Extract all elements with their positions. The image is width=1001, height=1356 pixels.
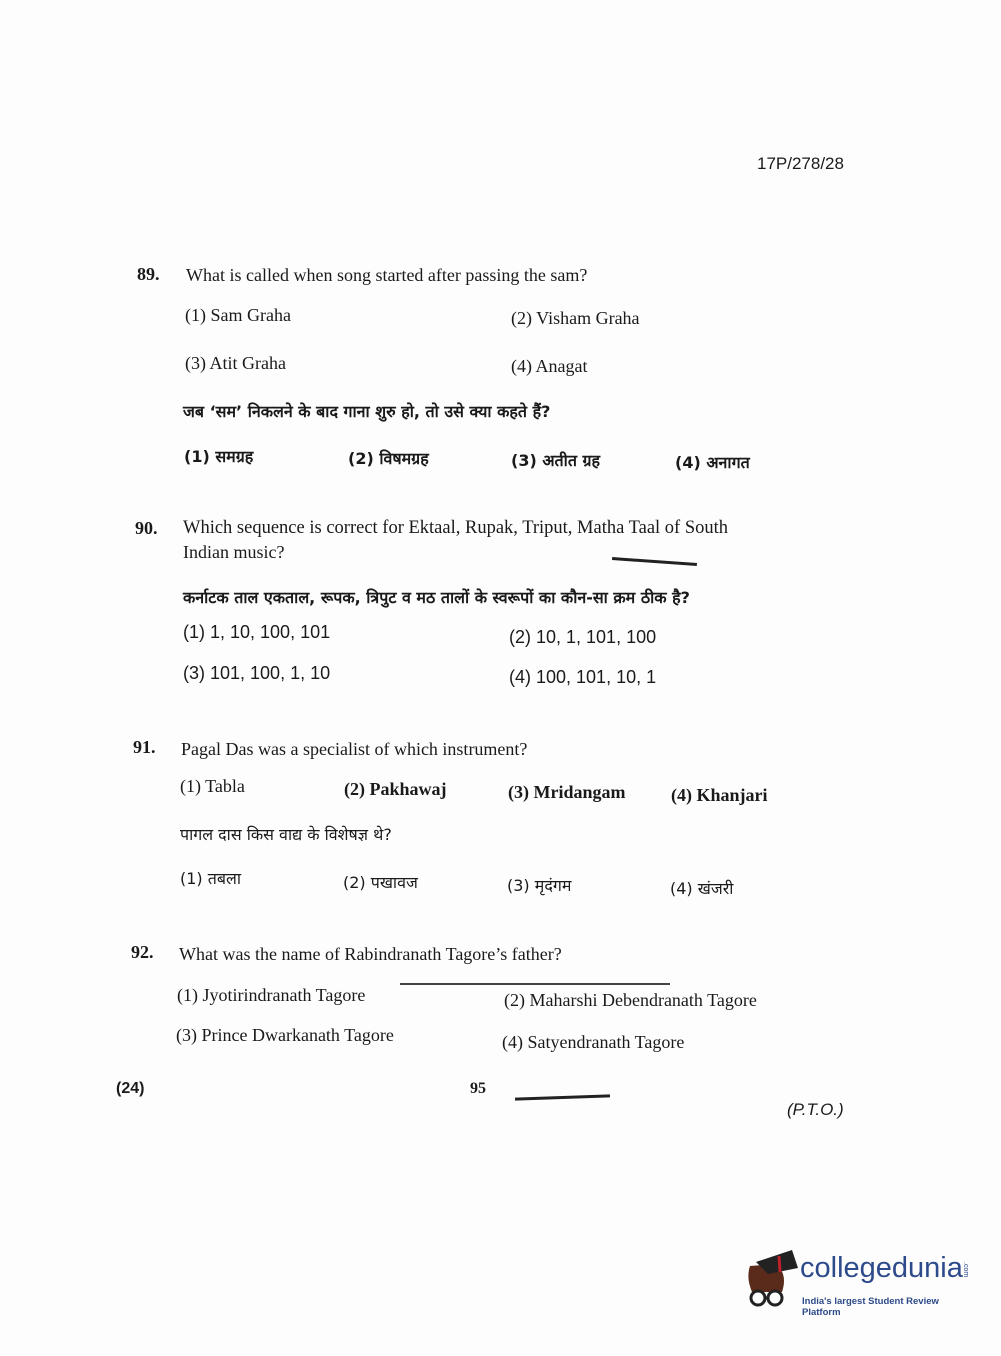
- question-text: Pagal Das was a specialist of which instrument?: [181, 739, 528, 759]
- question-text: Which sequence is correct for Ektaal, Rupak, Triput, Matha Taal of South: [183, 518, 729, 538]
- option: (3) Mridangam: [508, 782, 626, 802]
- option-hindi: (3) मृदंगम: [507, 876, 572, 895]
- scan-mark: [515, 1094, 610, 1100]
- page-number: 95: [470, 1080, 486, 1097]
- option: (4) 100, 101, 10, 1: [509, 667, 657, 687]
- option: (4) Satyendranath Tagore: [502, 1032, 685, 1052]
- option-hindi: (2) विषमग्रह: [348, 449, 429, 468]
- option: (2) 10, 1, 101, 100: [509, 627, 657, 647]
- option: (3) Prince Dwarkanath Tagore: [176, 1025, 394, 1045]
- option: (4) Anagat: [511, 356, 588, 376]
- option: (3) 101, 100, 1, 10: [183, 663, 331, 683]
- question-text: What was the name of Rabindranath Tagore’s father?: [179, 944, 562, 964]
- option: (1) Tabla: [180, 776, 245, 796]
- collegedunia-logo: [742, 1248, 977, 1318]
- question-number: 89.: [137, 264, 160, 284]
- option: (2) Maharshi Debendranath Tagore: [504, 990, 757, 1010]
- option: (4) Khanjari: [671, 785, 768, 805]
- brand-name: collegedunia: [800, 1252, 963, 1284]
- option: (1) Sam Graha: [185, 305, 291, 325]
- brand-tagline: India's largest Student Review Platform: [802, 1296, 939, 1318]
- option: (3) Atit Graha: [185, 353, 286, 373]
- mascot-icon: [742, 1248, 800, 1318]
- option-hindi: (4) अनागत: [675, 453, 750, 472]
- scan-mark: [400, 983, 670, 985]
- question-text-hindi: पागल दास किस वाद्य के विशेषज्ञ थे?: [180, 825, 392, 844]
- question-text-hindi: कर्नाटक ताल एकताल, रूपक, त्रिपुट व मठ तालों के स्वरूपों का कौन-सा क्रम ठीक है?: [183, 588, 690, 607]
- pto-label: (P.T.O.): [787, 1100, 844, 1119]
- question-text: What is called when song started after passing the sam?: [186, 265, 588, 285]
- option-hindi: (4) खंजरी: [670, 879, 734, 898]
- option-hindi: (2) पखावज: [343, 873, 418, 892]
- option: (2) Visham Graha: [511, 308, 640, 328]
- question-text-hindi: जब ‘सम’ निकलने के बाद गाना शुरु हो, तो उसे क्या कहते हैं?: [183, 402, 551, 421]
- option-hindi: (1) तबला: [180, 869, 241, 888]
- option-hindi: (1) समग्रह: [184, 447, 254, 466]
- option: (2) Pakhawaj: [344, 779, 447, 799]
- option: (1) Jyotirindranath Tagore: [177, 985, 366, 1005]
- question-number: 91.: [133, 737, 156, 757]
- option: (1) 1, 10, 100, 101: [183, 622, 331, 642]
- question-text-cont: Indian music?: [183, 542, 285, 562]
- option-hindi: (3) अतीत ग्रह: [511, 451, 601, 470]
- footer-question-range: (24): [116, 1080, 145, 1097]
- scan-mark: [612, 557, 697, 566]
- brand-tld: .com: [962, 1262, 969, 1278]
- question-number: 90.: [135, 518, 158, 538]
- paper-code: 17P/278/28: [757, 154, 844, 173]
- question-number: 92.: [131, 942, 154, 962]
